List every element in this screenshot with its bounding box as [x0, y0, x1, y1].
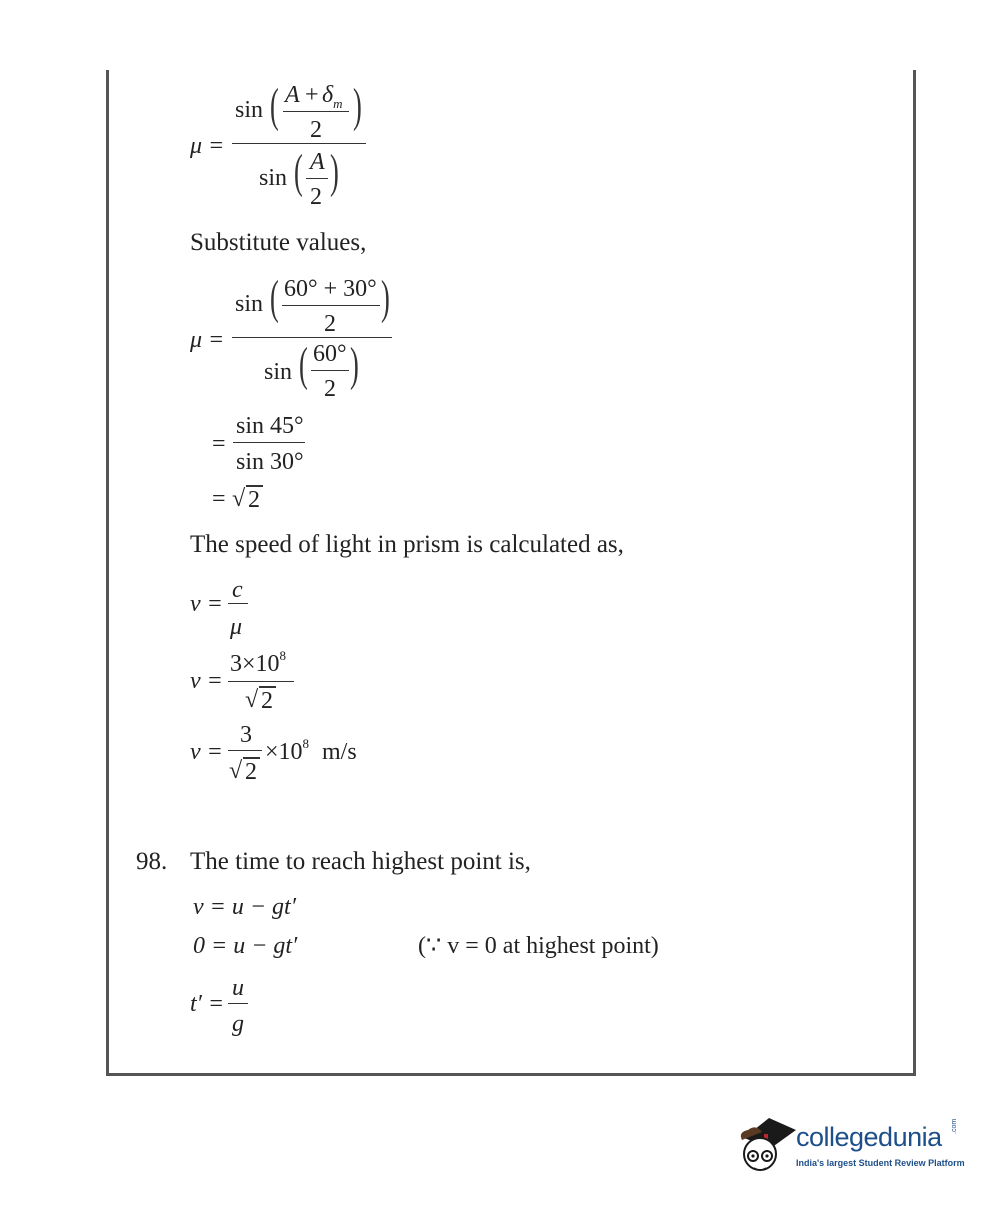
- left-paren: (: [294, 145, 303, 198]
- sin-30: sin 30°: [236, 449, 304, 475]
- question-number: 98.: [136, 848, 168, 875]
- fraction-bar: [233, 442, 305, 443]
- sin-label: sin: [235, 291, 264, 317]
- right-paren: ): [381, 271, 390, 324]
- denominator-2: 2: [310, 117, 322, 143]
- v-lhs: v =: [190, 739, 223, 765]
- logo-tagline: India's largest Student Review Platform: [796, 1158, 965, 1168]
- mu-lhs: μ =: [190, 327, 225, 353]
- logo-dotcom: .com: [951, 1118, 958, 1134]
- numerator-3e8: $3\times 10^8$: [230, 648, 287, 677]
- frame-left-border: [106, 70, 109, 1076]
- fraction-bar: [228, 603, 248, 604]
- t-prime-lhs: t′ =: [190, 991, 225, 1017]
- sin-45: sin 45°: [236, 413, 304, 439]
- sqrt-icon: √: [245, 687, 259, 713]
- right-paren: ): [350, 338, 359, 391]
- denominator-mu: μ: [230, 614, 243, 640]
- sqrt-icon: √: [232, 486, 246, 512]
- inner-fraction-bar: [306, 178, 328, 179]
- main-fraction-bar: [232, 143, 366, 144]
- right-paren: ): [330, 145, 339, 198]
- speed-of-light-text: The speed of light in prism is calculated as,: [190, 531, 624, 558]
- radicand-2: 2: [245, 759, 257, 785]
- mu-lhs: μ =: [190, 133, 225, 159]
- equals-sign: =: [212, 486, 226, 512]
- sin-label: sin: [259, 165, 288, 191]
- highest-point-note: (∵ v = 0 at highest point): [418, 933, 659, 959]
- frame-right-border: [913, 70, 916, 1076]
- substitute-values-text: Substitute values,: [190, 229, 367, 256]
- numerator-c: c: [232, 577, 243, 603]
- radicand-2: 2: [261, 688, 273, 714]
- right-paren: ): [353, 79, 362, 132]
- v-lhs: v =: [190, 668, 223, 694]
- inner-fraction-bar: [282, 305, 380, 306]
- equation-0-u-gt: 0 = u − gt′: [193, 933, 298, 959]
- times-power: $\times 10^8$: [265, 736, 310, 765]
- var-A: A: [285, 82, 300, 108]
- logo-wordmark: collegedunia: [796, 1122, 942, 1152]
- fraction-bar: [228, 750, 262, 751]
- var-delta: $\delta_m$: [322, 82, 343, 111]
- plus: +: [305, 82, 319, 108]
- main-fraction-bar: [232, 337, 392, 338]
- angle-60: 60°: [313, 341, 347, 367]
- unit-mps: m/s: [322, 739, 357, 765]
- sin-label: sin: [264, 359, 293, 385]
- frame-bottom-border: [106, 1073, 916, 1076]
- equation-v-u-gt: v = u − gt′: [193, 894, 296, 920]
- numerator-3: 3: [240, 722, 252, 748]
- denominator-2: 2: [324, 311, 336, 337]
- left-paren: (: [299, 338, 308, 391]
- denominator-g: g: [232, 1011, 244, 1037]
- inner-fraction-bar: [311, 370, 349, 371]
- denominator-2: 2: [324, 376, 336, 402]
- left-paren: (: [270, 271, 279, 324]
- radicand-2: 2: [248, 487, 260, 513]
- question-98-text: The time to reach highest point is,: [190, 848, 531, 875]
- v-lhs: v =: [190, 591, 223, 617]
- left-paren: (: [270, 79, 279, 132]
- fraction-bar: [228, 1003, 248, 1004]
- denominator-2: 2: [310, 184, 322, 210]
- sqrt-icon: √: [229, 758, 243, 784]
- var-A: A: [310, 149, 325, 175]
- equals-sign: =: [212, 431, 226, 457]
- numerator-u: u: [232, 975, 244, 1001]
- fraction-bar: [228, 681, 294, 682]
- sin-label: sin: [235, 97, 264, 123]
- inner-fraction-bar: [283, 111, 349, 112]
- angle-sum: 60° + 30°: [284, 276, 377, 302]
